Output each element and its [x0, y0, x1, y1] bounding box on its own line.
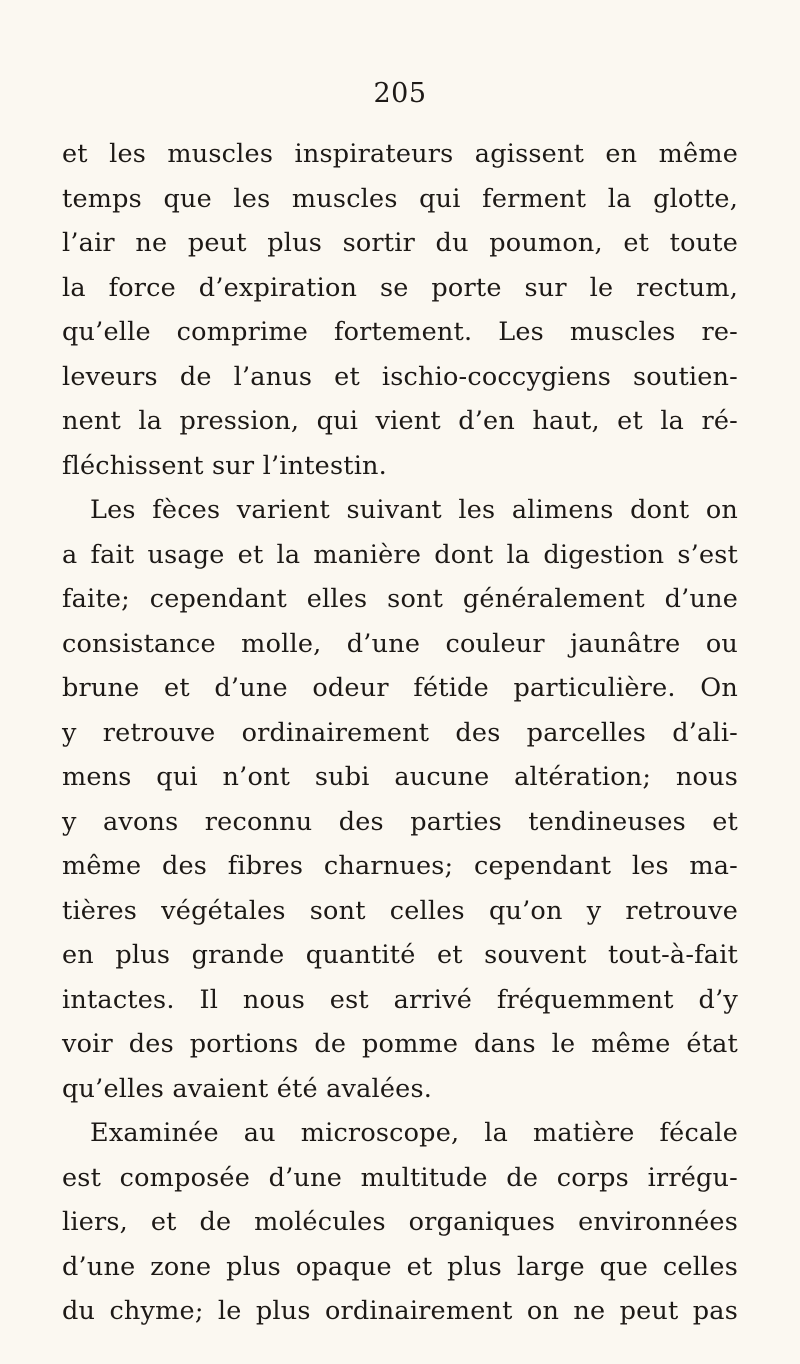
text-line: y retrouve ordinairement des parcelles d’ali- [62, 717, 738, 748]
body-text [62, 132, 738, 1334]
text-line: liers, et de molécules organiques environnées [62, 1207, 738, 1237]
text-line: la force d’expiration se porte sur le rectum, [62, 272, 738, 303]
text-line: brune et d’une odeur fétide particulière. On [62, 673, 738, 703]
text-line: intactes. Il nous est arrivé fréquemment d’y [62, 984, 738, 1015]
text-line: y avons reconnu des parties tendineuses et [62, 806, 738, 837]
text-line: leveurs de l’anus et ischio-coccygiens soutien- [62, 361, 738, 392]
text-line: qu’elle comprime fortement. Les muscles re- [62, 317, 738, 347]
text-line: consistance molle, d’une couleur jaunâtre ou [62, 628, 738, 659]
text-line: l’air ne peut plus sortir du poumon, et toute [62, 228, 738, 258]
text-line: qu’elles avaient été avalées. [62, 1073, 433, 1104]
text-line: du chyme; le plus ordinairement on ne peut pas [62, 1296, 738, 1326]
text-line: mens qui n’ont subi aucune altération; nous [62, 762, 738, 792]
text-line: faite; cependant elles sont généralement d’une [62, 584, 738, 614]
page-number: 205 [373, 78, 427, 109]
text-line: temps que les muscles qui ferment la glotte, [62, 183, 738, 214]
text-line: en plus grande quantité et souvent tout-à-fait [62, 940, 738, 970]
text-line: tières végétales sont celles qu’on y retrouve [62, 895, 738, 926]
text-line: Les fèces varient suivant les alimens dont on [90, 495, 738, 525]
text-line: est composée d’une multitude de corps irrégu- [62, 1162, 738, 1193]
text-line: d’une zone plus opaque et plus large que celles [62, 1251, 738, 1282]
text-line: Examinée au microscope, la matière fécale [90, 1118, 738, 1148]
text-line: et les muscles inspirateurs agissent en même [62, 139, 738, 169]
text-line: a fait usage et la manière dont la digestion s’est [62, 539, 738, 570]
text-line: voir des portions de pomme dans le même état [62, 1029, 738, 1059]
text-line: fléchissent sur l’intestin. [62, 450, 387, 481]
text-line: nent la pression, qui vient d’en haut, et la ré- [62, 406, 738, 436]
text-line: même des fibres charnues; cependant les ma- [62, 851, 738, 881]
